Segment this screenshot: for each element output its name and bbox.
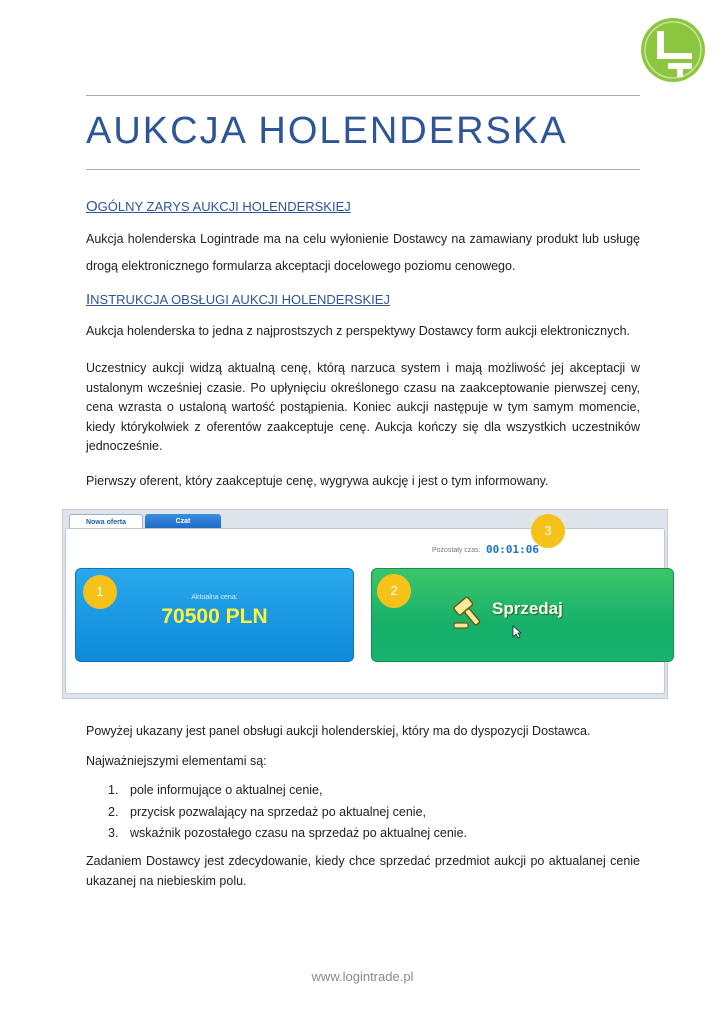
heading-initial: I bbox=[86, 291, 91, 308]
heading-text: NSTRUKCJA OBSŁUGI AUKCJI HOLENDERSKIEJ bbox=[90, 292, 390, 307]
current-price-value: 70500 PLN bbox=[161, 605, 268, 628]
top-rule bbox=[86, 95, 640, 96]
current-price-box bbox=[75, 568, 354, 662]
logintrade-logo bbox=[640, 17, 706, 83]
footer-url[interactable]: www.logintrade.pl bbox=[311, 969, 414, 984]
instructions-para-1: Aukcja holenderska to jedna z najprostszych z perspektywy Dostawcy form aukcji elektronicznych. bbox=[86, 324, 630, 338]
section-heading-overview bbox=[86, 198, 351, 215]
heading-initial: O bbox=[86, 198, 98, 215]
after-para-3: Zadaniem Dostawcy jest zdecydowanie, kiedy chce sprzedać przedmiot aukcji po aktualanej cenie ukazanej na niebieskim polu. bbox=[86, 854, 640, 888]
heading-text: GÓLNY ZARYS AUKCJI HOLENDERSKIEJ bbox=[97, 199, 351, 214]
list-item bbox=[108, 823, 467, 845]
elements-list bbox=[108, 780, 467, 845]
gavel-icon bbox=[452, 595, 486, 631]
marker-badge-3: 3 bbox=[531, 514, 565, 548]
current-price-label: Aktualna cena: bbox=[191, 594, 238, 601]
after-para-2: Najważniejszymi elementami są: bbox=[86, 754, 267, 768]
page-title: AUKCJA HOLENDERSKA bbox=[86, 110, 568, 152]
list-item-text: pole informujące o aktualnej cenie, bbox=[130, 783, 323, 797]
mouse-cursor-icon bbox=[512, 625, 522, 639]
marker-badge-2: 2 bbox=[377, 574, 411, 608]
instructions-para-3: Pierwszy oferent, który zaakceptuje cenę, wygrywa aukcję i jest o tym informowany. bbox=[86, 474, 549, 488]
section-heading-instructions bbox=[86, 291, 390, 308]
marker-badge-1: 1 bbox=[83, 575, 117, 609]
after-para-1: Powyżej ukazany jest panel obsługi aukcji holenderskiej, który ma do dyspozycji Dostawca. bbox=[86, 724, 591, 738]
title-rule bbox=[86, 169, 640, 170]
sell-button-label: Sprzedaj bbox=[492, 599, 563, 618]
list-item bbox=[108, 780, 467, 802]
list-item-text: przycisk pozwalający na sprzedaż po aktualnej cenie, bbox=[130, 804, 426, 819]
list-item-number: 2. bbox=[108, 804, 119, 819]
tab-new-offer[interactable]: Nowa oferta bbox=[69, 514, 143, 531]
sell-button[interactable] bbox=[371, 568, 674, 662]
list-item-number: 1. bbox=[108, 783, 119, 797]
tab-chat[interactable]: Czat bbox=[145, 514, 221, 530]
list-item-text: wskaźnik pozostałego czasu na sprzedaż po aktualnej cenie. bbox=[130, 826, 468, 840]
overview-text: Aukcja holenderska Logintrade ma na celu wyłonienie Dostawcy na zamawiany produkt lub usługę drogą elektronicznego formularza akceptacji docelowego poziomu cenowego. bbox=[86, 232, 640, 273]
instructions-para-2: Uczestnicy aukcji widzą aktualną cenę, którą narzuca system i mają możliwość jej akceptacji w ustalonym wcześniej czasie. Po upłynięciu określonego czasu na zaakceptowanie pierwszej ceny, cena wzrasta o ustaloną wartość postąpienia. Koniec aukcji następuje w tym samym momencie, kiedy którykolwiek z oferentów zaakceptuje cenę. Aukcja kończy się dla wszystkich uczestników jednocześnie. bbox=[86, 361, 640, 453]
remaining-time-value: 00:01:06 bbox=[486, 543, 539, 556]
remaining-time-label: Pozostały czas: bbox=[432, 547, 481, 554]
list-item-number: 3. bbox=[108, 826, 119, 840]
list-item bbox=[108, 802, 467, 824]
